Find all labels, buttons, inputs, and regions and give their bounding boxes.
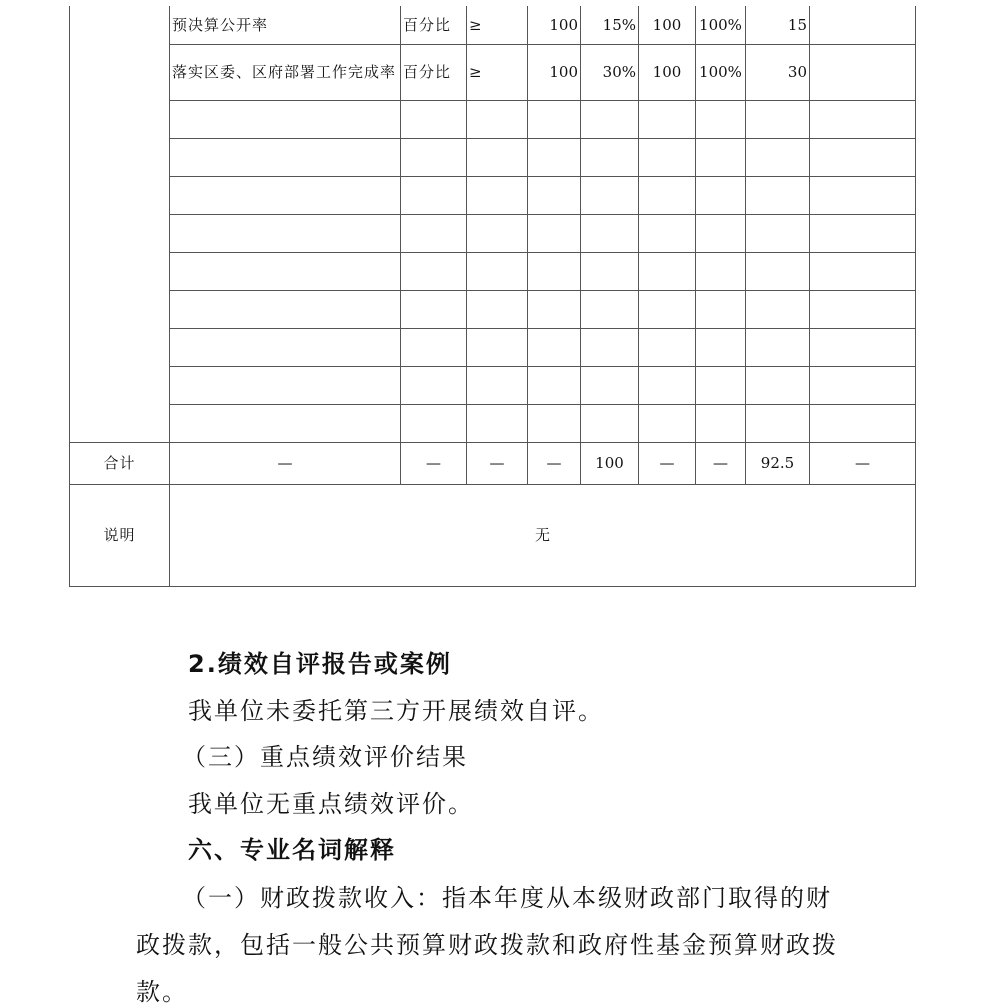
empty-row — [70, 252, 916, 290]
total-score: 92.5 — [746, 442, 810, 484]
actual-value: 100 — [639, 6, 696, 44]
note-cell — [810, 6, 916, 44]
heading-key-results: （三）重点绩效评价结果 — [182, 743, 468, 771]
total-rate: — — [696, 442, 746, 484]
paragraph-key-results: 我单位无重点绩效评价。 — [188, 790, 474, 818]
heading-report: 2.绩效自评报告或案例 — [188, 650, 452, 678]
table-row — [70, 44, 916, 100]
paragraph-report: 我单位未委托第三方开展绩效自评。 — [188, 697, 604, 725]
note-cell — [810, 44, 916, 100]
indicator-unit: 百分比 — [401, 44, 467, 100]
empty-row — [70, 100, 916, 138]
weight-value: 30% — [581, 44, 639, 100]
total-weight: 100 — [581, 442, 639, 484]
total-operator: — — [467, 442, 528, 484]
indicator-unit: 百分比 — [401, 6, 467, 44]
indicator-name: 预决算公开率 — [170, 6, 401, 44]
remark-label: 说明 — [70, 484, 170, 586]
weight-value: 15% — [581, 6, 639, 44]
table-row — [70, 6, 916, 44]
empty-row — [70, 214, 916, 252]
indicator-name: 落实区委、区府部署工作完成率 — [170, 44, 401, 100]
total-actual: — — [639, 442, 696, 484]
score-value: 30 — [746, 44, 810, 100]
completion-rate: 100% — [696, 44, 746, 100]
target-value: 100 — [528, 6, 581, 44]
paragraph-terms-line2: 政拨款，包括一般公共预算财政拨款和政府性基金预算财政拨 — [136, 931, 838, 959]
indicator-operator: ≥ — [467, 6, 528, 44]
remark-value: 无 — [170, 484, 916, 586]
heading-terms: 六、专业名词解释 — [188, 836, 396, 864]
total-target: — — [528, 442, 581, 484]
score-value: 15 — [746, 6, 810, 44]
empty-row — [70, 176, 916, 214]
total-unit: — — [401, 442, 467, 484]
target-value: 100 — [528, 44, 581, 100]
empty-row — [70, 328, 916, 366]
empty-row — [70, 290, 916, 328]
category-cell — [70, 6, 170, 442]
total-name: — — [170, 442, 401, 484]
performance-table — [69, 6, 916, 587]
total-note: — — [810, 442, 916, 484]
paragraph-terms-line1: （一）财政拨款收入：指本年度从本级财政部门取得的财 — [182, 884, 832, 912]
paragraph-terms-line3: 款。 — [136, 978, 188, 1006]
completion-rate: 100% — [696, 6, 746, 44]
remark-row — [70, 484, 916, 586]
total-row — [70, 442, 916, 484]
indicator-operator: ≥ — [467, 44, 528, 100]
actual-value: 100 — [639, 44, 696, 100]
total-label: 合计 — [70, 442, 170, 484]
empty-row — [70, 138, 916, 176]
empty-row — [70, 404, 916, 442]
empty-row — [70, 366, 916, 404]
